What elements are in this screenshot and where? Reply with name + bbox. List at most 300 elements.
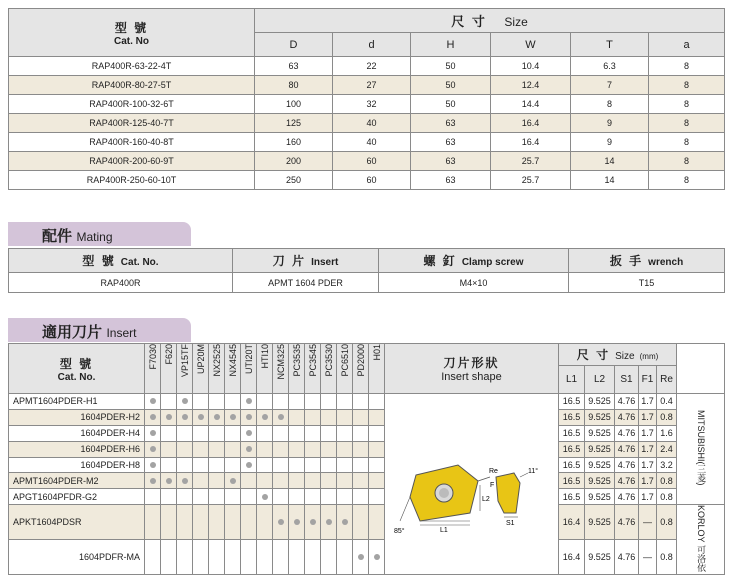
grade-cell — [161, 425, 177, 441]
size-cell: 7 — [571, 76, 649, 95]
size-cell: 1.6 — [657, 425, 677, 441]
size-cell: 200 — [255, 152, 333, 171]
size-cell: 50 — [411, 57, 491, 76]
insert-cat-header: 型 號 Cat. No. — [9, 344, 145, 394]
grade-cell — [273, 441, 289, 457]
diagram-label: 11° — [527, 468, 538, 476]
grade-cell — [193, 489, 209, 505]
size-cell: 8 — [649, 133, 725, 152]
size-cell: 1.7 — [639, 473, 657, 489]
size-col-H: H — [411, 33, 491, 57]
grade-cell — [369, 394, 385, 410]
grade-cell — [257, 505, 273, 540]
grade-cell — [241, 489, 257, 505]
availability-dot-icon — [294, 519, 300, 525]
table-row — [9, 394, 725, 410]
availability-dot-icon — [182, 398, 188, 404]
grade-cell — [305, 457, 321, 473]
size-cell: 9.525 — [585, 540, 615, 575]
size-cell: 16.5 — [559, 441, 585, 457]
mating-screw-header: 螺 釘 Clamp screw — [379, 249, 569, 273]
insert-shape-diagram — [385, 394, 559, 575]
size-cell: 8 — [649, 171, 725, 190]
grade-cell — [241, 540, 257, 575]
size-cell: 4.76 — [615, 473, 639, 489]
size-cell: 9 — [571, 133, 649, 152]
size-col-a: a — [649, 33, 725, 57]
size-cell: 8 — [571, 95, 649, 114]
size-col-F1: F1 — [639, 366, 657, 394]
grade-cell — [305, 489, 321, 505]
grade-cell — [241, 505, 257, 540]
grade-cell — [289, 505, 305, 540]
diagram-label: L2 — [481, 496, 490, 504]
availability-dot-icon — [342, 519, 348, 525]
grade-cell — [337, 473, 353, 489]
grade-header: HTI10 — [257, 344, 273, 394]
size-cell: 63 — [255, 57, 333, 76]
size-cell: 60 — [333, 152, 411, 171]
size-cell: 1.7 — [639, 409, 657, 425]
grade-cell — [161, 489, 177, 505]
size-table — [8, 8, 725, 190]
grade-cell — [161, 441, 177, 457]
grade-cell — [369, 540, 385, 575]
size-cell: 63 — [411, 133, 491, 152]
availability-dot-icon — [246, 430, 252, 436]
insert-table — [8, 343, 725, 575]
size-cell: 16.4 — [559, 505, 585, 540]
size-cell: 40 — [333, 133, 411, 152]
grade-cell — [353, 425, 369, 441]
grade-cell — [257, 409, 273, 425]
grade-cell — [321, 473, 337, 489]
cat-no-cell: 1604PDER-H8 — [9, 457, 145, 473]
grade-cell — [337, 489, 353, 505]
grade-header: VP15TF — [177, 344, 193, 394]
table-row — [9, 171, 725, 190]
availability-dot-icon — [278, 414, 284, 420]
cat-no-cell: APMT1604PDER-H1 — [9, 394, 145, 410]
grade-cell — [353, 540, 369, 575]
brand-label: MITSUBISHI(三菱) — [696, 410, 707, 486]
size-cell: 60 — [333, 171, 411, 190]
grade-cell — [321, 489, 337, 505]
grade-cell — [337, 425, 353, 441]
grade-cell — [289, 457, 305, 473]
availability-dot-icon — [310, 519, 316, 525]
grade-header: NX2525 — [209, 344, 225, 394]
size-cell: 4.76 — [615, 425, 639, 441]
grade-cell — [145, 505, 161, 540]
grade-cell — [353, 489, 369, 505]
grade-cell — [241, 394, 257, 410]
grade-cell — [337, 409, 353, 425]
grade-cell — [289, 425, 305, 441]
grade-cell — [177, 540, 193, 575]
grade-cell — [209, 441, 225, 457]
availability-dot-icon — [166, 414, 172, 420]
grade-cell — [145, 409, 161, 425]
size-cell: 16.5 — [559, 489, 585, 505]
size-cell: — — [639, 505, 657, 540]
cat-no-cell: APMT1604PDER-M2 — [9, 473, 145, 489]
size-cell: 63 — [411, 114, 491, 133]
grade-cell — [161, 457, 177, 473]
size-cell: 125 — [255, 114, 333, 133]
grade-cell — [193, 409, 209, 425]
grade-cell — [177, 441, 193, 457]
mating-table — [8, 248, 725, 293]
cat-no-cell: RAP400R-200-60-9T — [9, 152, 255, 171]
grade-header: F7030 — [145, 344, 161, 394]
grade-header: PC3545 — [305, 344, 321, 394]
brand-header — [677, 344, 725, 394]
table-row — [9, 425, 725, 441]
grade-cell — [241, 441, 257, 457]
grade-cell — [321, 425, 337, 441]
size-cell: 1.7 — [639, 457, 657, 473]
diagram-label: F — [489, 482, 494, 490]
cat-no-cell: 1604PDER-H6 — [9, 441, 145, 457]
size-col-D: D — [255, 33, 333, 57]
grade-header: F620 — [161, 344, 177, 394]
size-cell: 1.7 — [639, 489, 657, 505]
grade-cell — [209, 505, 225, 540]
size-cell: 4.76 — [615, 505, 639, 540]
grade-cell — [145, 457, 161, 473]
size-cell: 160 — [255, 133, 333, 152]
mating-insert-header: 刀 片 Insert — [233, 249, 379, 273]
size-cell: 8 — [649, 76, 725, 95]
grade-cell — [177, 457, 193, 473]
availability-dot-icon — [262, 414, 268, 420]
table-row — [9, 409, 725, 425]
availability-dot-icon — [182, 414, 188, 420]
size-cell: 9.525 — [585, 425, 615, 441]
grade-cell — [257, 394, 273, 410]
availability-dot-icon — [262, 494, 268, 500]
size-cell: 16.5 — [559, 473, 585, 489]
grade-cell — [257, 457, 273, 473]
grade-cell — [193, 540, 209, 575]
size-cell: 0.8 — [657, 409, 677, 425]
grade-cell — [369, 425, 385, 441]
grade-cell — [177, 394, 193, 410]
size-cell: 9.525 — [585, 473, 615, 489]
table-row — [9, 57, 725, 76]
table-row — [9, 114, 725, 133]
grade-cell — [145, 394, 161, 410]
size-cell: — — [639, 540, 657, 575]
size-cell: 2.4 — [657, 441, 677, 457]
grade-cell — [305, 505, 321, 540]
mating-tab: 配件 Mating — [8, 222, 191, 246]
availability-dot-icon — [230, 478, 236, 484]
size-cell: 16.4 — [491, 133, 571, 152]
availability-dot-icon — [358, 554, 364, 560]
size-cell: 4.76 — [615, 540, 639, 575]
cat-no-cell: RAP400R-160-40-8T — [9, 133, 255, 152]
grade-cell — [289, 394, 305, 410]
size-cell: 22 — [333, 57, 411, 76]
size-cell: 9.525 — [585, 457, 615, 473]
table-row — [9, 473, 725, 489]
size-cell: 32 — [333, 95, 411, 114]
grade-cell — [321, 505, 337, 540]
grade-header: PC3535 — [289, 344, 305, 394]
size-cell: 80 — [255, 76, 333, 95]
size-cell: 16.5 — [559, 409, 585, 425]
size-cell: 9.525 — [585, 441, 615, 457]
grade-cell — [289, 409, 305, 425]
grade-header: PC6510 — [337, 344, 353, 394]
size-cell: 4.76 — [615, 409, 639, 425]
insert-size-header: 尺 寸 Size (mm) — [559, 344, 677, 366]
grade-cell — [225, 540, 241, 575]
availability-dot-icon — [246, 398, 252, 404]
size-cell: 14 — [571, 152, 649, 171]
size-col-T: T — [571, 33, 649, 57]
grade-cell — [177, 409, 193, 425]
grade-cell — [161, 540, 177, 575]
grade-cell — [369, 457, 385, 473]
grade-cell — [241, 457, 257, 473]
grade-cell — [321, 441, 337, 457]
grade-cell — [289, 540, 305, 575]
grade-cell — [321, 457, 337, 473]
diagram-label: L1 — [439, 527, 448, 535]
grade-cell — [209, 540, 225, 575]
grade-cell — [225, 409, 241, 425]
cat-no-cell: APGT1604PFDR-G2 — [9, 489, 145, 505]
brand-label: KORLOY 可洛依 — [696, 505, 707, 573]
grade-cell — [337, 394, 353, 410]
availability-dot-icon — [182, 478, 188, 484]
grade-cell — [257, 425, 273, 441]
grade-cell — [225, 505, 241, 540]
table-row — [9, 540, 725, 575]
grade-cell — [305, 409, 321, 425]
grade-cell — [273, 473, 289, 489]
grade-header: UP20M — [193, 344, 209, 394]
grade-cell — [193, 505, 209, 540]
size-cell: 10.4 — [491, 57, 571, 76]
grade-cell — [225, 441, 241, 457]
availability-dot-icon — [214, 414, 220, 420]
mating-insert: APMT 1604 PDER — [233, 273, 379, 293]
size-cell: 4.76 — [615, 441, 639, 457]
grade-cell — [241, 409, 257, 425]
grade-cell — [145, 441, 161, 457]
grade-cell — [241, 425, 257, 441]
size-cell: 50 — [411, 76, 491, 95]
grade-cell — [273, 505, 289, 540]
grade-header: PC3530 — [321, 344, 337, 394]
availability-dot-icon — [230, 414, 236, 420]
table-row — [9, 76, 725, 95]
grade-cell — [161, 505, 177, 540]
grade-cell — [225, 457, 241, 473]
grade-cell — [161, 473, 177, 489]
grade-cell — [145, 425, 161, 441]
size-cell: 27 — [333, 76, 411, 95]
grade-cell — [321, 394, 337, 410]
insert-diagram-icon — [386, 413, 558, 553]
grade-cell — [353, 409, 369, 425]
grade-cell — [273, 457, 289, 473]
cat-no-cell: 1604PDER-H4 — [9, 425, 145, 441]
grade-cell — [257, 489, 273, 505]
table-row — [9, 95, 725, 114]
grade-cell — [289, 489, 305, 505]
availability-dot-icon — [278, 519, 284, 525]
size-header: 尺 寸 Size — [255, 9, 725, 33]
diagram-label: 85° — [393, 528, 405, 536]
cat-no-cell: RAP400R-125-40-7T — [9, 114, 255, 133]
grade-cell — [193, 394, 209, 410]
grade-cell — [369, 409, 385, 425]
grade-cell — [209, 457, 225, 473]
size-cell: 0.8 — [657, 505, 677, 540]
availability-dot-icon — [246, 414, 252, 420]
mating-cat-header: 型 號 Cat. No. — [9, 249, 233, 273]
availability-dot-icon — [150, 462, 156, 468]
cat-no-cell: RAP400R-63-22-4T — [9, 57, 255, 76]
grade-cell — [289, 441, 305, 457]
grade-cell — [209, 394, 225, 410]
grade-cell — [225, 394, 241, 410]
table-row — [9, 505, 725, 540]
grade-cell — [209, 425, 225, 441]
size-cell: 40 — [333, 114, 411, 133]
size-cell: 14 — [571, 171, 649, 190]
table-row — [9, 489, 725, 505]
grade-cell — [225, 489, 241, 505]
table-row — [9, 457, 725, 473]
table-row — [9, 441, 725, 457]
size-cell: 1.7 — [639, 441, 657, 457]
size-cell: 9.525 — [585, 409, 615, 425]
size-cell: 4.76 — [615, 489, 639, 505]
grade-cell — [353, 394, 369, 410]
grade-cell — [209, 409, 225, 425]
grade-cell — [337, 457, 353, 473]
grade-cell — [369, 489, 385, 505]
brand-cell — [677, 505, 725, 575]
grade-cell — [193, 457, 209, 473]
grade-cell — [257, 540, 273, 575]
size-cell: 100 — [255, 95, 333, 114]
grade-cell — [337, 540, 353, 575]
size-cell: 16.4 — [559, 540, 585, 575]
availability-dot-icon — [246, 462, 252, 468]
size-cell: 4.76 — [615, 394, 639, 410]
grade-cell — [273, 540, 289, 575]
grade-cell — [257, 473, 273, 489]
grade-cell — [305, 540, 321, 575]
insert-shape-header: 刀片形狀 Insert shape — [385, 344, 559, 394]
grade-cell — [273, 489, 289, 505]
grade-cell — [193, 473, 209, 489]
availability-dot-icon — [150, 398, 156, 404]
size-cell: 16.4 — [491, 114, 571, 133]
size-cell: 9.525 — [585, 394, 615, 410]
grade-cell — [273, 394, 289, 410]
grade-cell — [225, 473, 241, 489]
size-cell: 9.525 — [585, 489, 615, 505]
size-col-L2: L2 — [585, 366, 615, 394]
size-cell: 9.525 — [585, 505, 615, 540]
size-cell: 4.76 — [615, 457, 639, 473]
size-cell: 16.5 — [559, 457, 585, 473]
grade-header: H01 — [369, 344, 385, 394]
grade-cell — [353, 473, 369, 489]
grade-cell — [145, 540, 161, 575]
grade-cell — [337, 505, 353, 540]
diagram-label: S1 — [505, 520, 515, 528]
grade-cell — [257, 441, 273, 457]
availability-dot-icon — [326, 519, 332, 525]
grade-cell — [337, 441, 353, 457]
grade-header: NCM325 — [273, 344, 289, 394]
grade-cell — [321, 409, 337, 425]
size-col-W: W — [491, 33, 571, 57]
availability-dot-icon — [246, 446, 252, 452]
grade-cell — [193, 425, 209, 441]
size-col-S1: S1 — [615, 366, 639, 394]
grade-header: PD2000 — [353, 344, 369, 394]
availability-dot-icon — [198, 414, 204, 420]
grade-cell — [353, 505, 369, 540]
size-cell: 14.4 — [491, 95, 571, 114]
grade-cell — [353, 457, 369, 473]
size-cell: 0.8 — [657, 489, 677, 505]
grade-cell — [241, 473, 257, 489]
size-cell: 8 — [649, 152, 725, 171]
grade-cell — [321, 540, 337, 575]
mating-screw: M4×10 — [379, 273, 569, 293]
size-cell: 0.8 — [657, 540, 677, 575]
cat-no-cell: RAP400R-250-60-10T — [9, 171, 255, 190]
size-cell: 9 — [571, 114, 649, 133]
grade-cell — [369, 441, 385, 457]
cat-no-cell: APKT1604PDSR — [9, 505, 145, 540]
table-row — [9, 152, 725, 171]
size-cell: 25.7 — [491, 152, 571, 171]
table-row — [9, 133, 725, 152]
size-cell: 250 — [255, 171, 333, 190]
size-cell: 0.8 — [657, 473, 677, 489]
size-cell: 12.4 — [491, 76, 571, 95]
grade-cell — [209, 489, 225, 505]
size-cell: 16.5 — [559, 394, 585, 410]
cat-no-header: 型 號 Cat. No — [9, 9, 255, 57]
size-cell: 1.7 — [639, 425, 657, 441]
grade-cell — [177, 505, 193, 540]
availability-dot-icon — [150, 414, 156, 420]
grade-cell — [273, 409, 289, 425]
grade-cell — [225, 425, 241, 441]
size-cell: 0.4 — [657, 394, 677, 410]
grade-cell — [177, 425, 193, 441]
grade-cell — [209, 473, 225, 489]
brand-cell — [677, 394, 725, 505]
cat-no-cell: 1604PDFR-MA — [9, 540, 145, 575]
size-cell: 63 — [411, 171, 491, 190]
insert-tab: 適用刀片 Insert — [8, 318, 191, 342]
size-cell: 6.3 — [571, 57, 649, 76]
